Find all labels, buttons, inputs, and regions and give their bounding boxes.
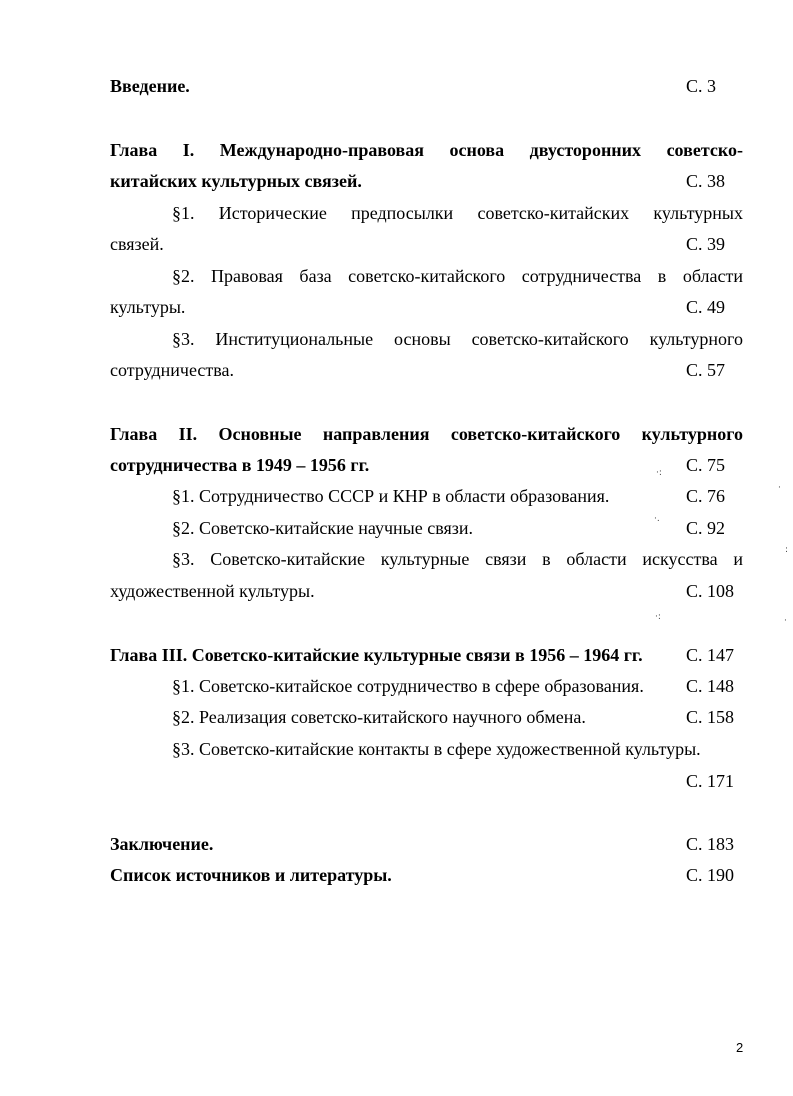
toc-ch2-s2-page: С. 92 [686,518,726,538]
toc-ch1-title-line2: китайских культурных связей. [110,171,362,191]
toc-ch2-s3-line1: §3. Советско-китайские культурные связи в области искусства и [172,549,743,569]
toc-ch2-s1-page: С. 76 [686,486,726,506]
toc-ch3-page: С. 147 [686,645,735,665]
scan-speck: · [784,616,787,626]
toc-ch1-page: С. 38 [686,171,726,191]
toc-conclusion-page: С. 183 [686,834,735,854]
page-number: 2 [736,1040,744,1055]
toc-ch2-s1: §1. Сотрудничество СССР и КНР в области образования. [172,486,610,506]
scan-speck: ·: [656,468,662,478]
toc-ch1-s3-line1: §3. Институциональные основы советско-китайского культурного [172,329,743,349]
toc-ch1-s1-line1: §1. Исторические предпосылки советско-китайских культурных [172,203,743,223]
toc-intro-title: Введение. [110,76,190,96]
toc-ch1-s2-page: С. 49 [686,297,726,317]
toc-ch1-s2-line2: культуры. [110,297,186,317]
toc-ch2-page: С. 75 [686,455,726,475]
toc-ch1-s2-line1: §2. Правовая база советско-китайского сотрудничества в области [172,266,743,286]
toc-bibliography-title: Список источников и литературы. [110,865,392,885]
toc-bibliography-page: С. 190 [686,865,735,885]
scan-speck: : [785,545,789,555]
toc-intro-page: С. 3 [686,76,717,96]
toc-ch3-s1: §1. Советско-китайское сотрудничество в сфере образования. [172,676,644,696]
toc-ch2-title-line1: Глава II. Основные направления советско-китайского культурного [110,424,743,444]
toc-ch3-s1-page: С. 148 [686,676,735,696]
toc-conclusion-title: Заключение. [110,834,214,854]
toc-ch2-s3-page: С. 108 [686,581,735,601]
toc-ch1-s3-page: С. 57 [686,360,726,380]
toc-ch3-s2: §2. Реализация советско-китайского научного обмена. [172,707,586,727]
scan-speck: ·. [654,514,660,524]
toc-ch1-title-line1: Глава I. Международно-правовая основа двусторонних советско- [110,140,743,160]
toc-ch1-s1-line2: связей. [110,234,164,254]
toc-ch2-title-line2: сотрудничества в 1949 – 1956 гг. [110,455,370,475]
scan-speck: ·: [655,612,661,622]
toc-ch2-s3-line2: художественной культуры. [110,581,315,601]
toc-ch3-title: Глава III. Советско-китайские культурные связи в 1956 – 1964 гг. [110,645,643,665]
toc-ch1-s3-line2: сотрудничества. [110,360,234,380]
toc-ch1-s1-page: С. 39 [686,234,726,254]
toc-ch3-s3: §3. Советско-китайские контакты в сфере художественной культуры. [172,739,701,759]
toc-ch3-s2-page: С. 158 [686,707,735,727]
toc-ch2-s2: §2. Советско-китайские научные связи. [172,518,473,538]
toc-ch3-s3-page: С. 171 [686,771,735,791]
scan-speck: · [778,483,781,493]
